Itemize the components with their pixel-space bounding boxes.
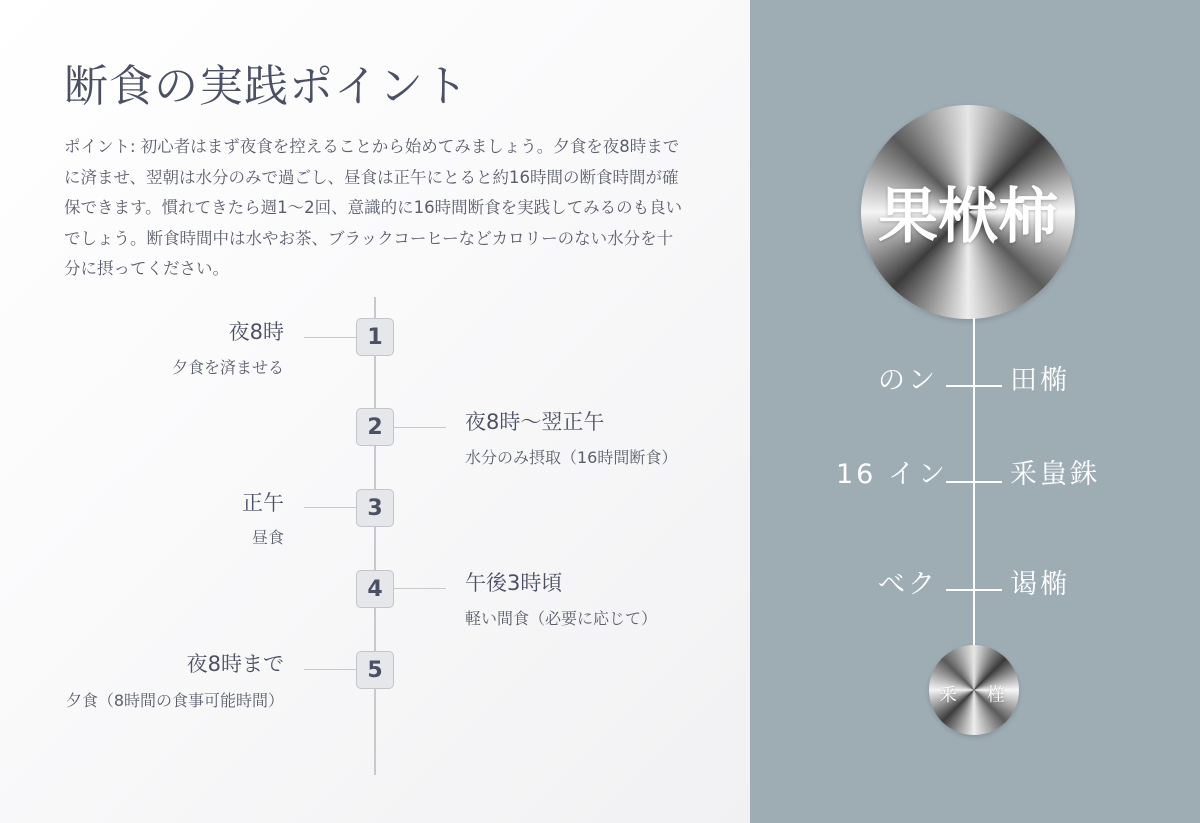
- step-3-connector: [304, 507, 356, 508]
- metallic-disc-large: [861, 105, 1075, 319]
- graphic-row-1-right: 田椭: [1010, 365, 1070, 396]
- step-4-desc: 軽い間食（必要に応じて）: [465, 609, 658, 628]
- disc-small-right-label: 樦: [987, 685, 1005, 706]
- metallic-disc-small: [929, 645, 1019, 735]
- graphic-tick-1: [946, 385, 1002, 387]
- step-3-time: 正午: [242, 491, 284, 515]
- graphic-tick-3: [946, 589, 1002, 591]
- step-4-time: 午後3時頃: [465, 571, 563, 595]
- disc-small-left-label: 釆: [939, 685, 957, 706]
- step-1-number: 1: [356, 318, 394, 356]
- step-5-connector: [304, 669, 356, 670]
- step-1-desc: 夕食を済ませる: [171, 358, 284, 377]
- graphic-vertical-line: [973, 318, 975, 650]
- graphic-row-2-left: 16 イン: [836, 459, 948, 490]
- step-2-time: 夜8時〜翌正午: [465, 410, 605, 434]
- step-2-connector: [394, 427, 446, 428]
- timeline-line: [374, 297, 376, 775]
- graphic-row-2-right: 釆蛗銖: [1010, 459, 1100, 490]
- intro-paragraph: ポイント: 初心者はまず夜食を控えることから始めてみましょう。夕食を夜8時までに済ませ、翌朝は水分のみで過ごし、昼食は正午にとると約16時間の断食時間が確保できます。慣れてきたら週1〜2回、意識的に16時間断食を実践してみるのも良いでしょう。断食時間中は水やお茶、ブラックコーヒーなどカロリーのない水分を十分に摂ってください。: [64, 137, 683, 278]
- graphic-row-3-right: 谒椭: [1010, 569, 1070, 600]
- step-4-connector: [394, 588, 446, 589]
- step-3-desc: 昼食: [251, 528, 284, 547]
- step-2-desc: 水分のみ摂取（16時間断食）: [465, 448, 678, 467]
- step-5-number: 5: [356, 651, 394, 689]
- step-1-connector: [304, 337, 356, 338]
- page-title: 断食の実践ポイント: [64, 61, 469, 112]
- step-5-desc: 夕食（8時間の食事可能時間）: [65, 691, 284, 710]
- disc-large-label: 果栿柿: [878, 182, 1058, 252]
- step-2-number: 2: [356, 408, 394, 446]
- step-1-time: 夜8時: [228, 320, 284, 344]
- graphic-tick-2: [946, 481, 1002, 483]
- graphic-row-1-left: のン: [878, 365, 938, 396]
- step-5-time: 夜8時まで: [186, 652, 284, 676]
- graphic-row-3-left: べク: [878, 569, 938, 600]
- step-3-number: 3: [356, 489, 394, 527]
- step-4-number: 4: [356, 570, 394, 608]
